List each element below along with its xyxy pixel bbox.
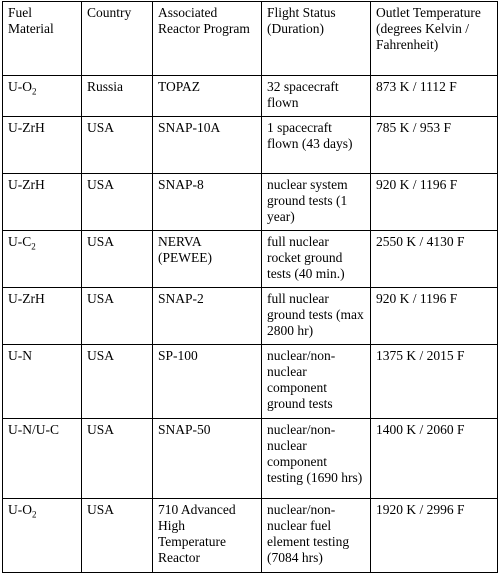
cell-flight-status: nuclear/non-nuclear component testing (1690 hrs)	[262, 419, 371, 499]
cell-fuel-material	[3, 174, 82, 231]
table-row	[3, 419, 498, 499]
cell-fuel-material	[3, 288, 82, 345]
fuel-formula-base: U-ZrH	[8, 177, 45, 192]
fuel-formula-base: U-N	[8, 348, 32, 363]
cell-reactor-program: NERVA (PEWEE)	[153, 231, 262, 288]
header-outlet-temperature: Outlet Temperature (degrees Kelvin / Fahrenheit)	[371, 2, 498, 76]
cell-flight-status: full nuclear rocket ground tests (40 min.)	[262, 231, 371, 288]
cell-country: Russia	[82, 76, 153, 117]
cell-country: USA	[82, 174, 153, 231]
cell-outlet-temperature: 785 K / 953 F	[371, 117, 498, 174]
cell-fuel-material	[3, 499, 82, 573]
cell-reactor-program: SNAP-50	[153, 419, 262, 499]
cell-reactor-program: SNAP-8	[153, 174, 262, 231]
table-row	[3, 76, 498, 117]
header-country: Country	[82, 2, 153, 76]
fuel-material-table	[2, 1, 498, 573]
table-row	[3, 288, 498, 345]
cell-country: USA	[82, 419, 153, 499]
fuel-formula-subscript: 2	[32, 509, 37, 520]
cell-flight-status: 1 spacecraft flown (43 days)	[262, 117, 371, 174]
cell-flight-status: full nuclear ground tests (max 2800 hr)	[262, 288, 371, 345]
fuel-formula-base: U-N/U-C	[8, 422, 59, 437]
table-row	[3, 499, 498, 573]
cell-outlet-temperature: 1375 K / 2015 F	[371, 345, 498, 419]
cell-fuel-material	[3, 419, 82, 499]
fuel-formula-subscript: 2	[32, 86, 37, 97]
header-reactor-program: Associated Reactor Program	[153, 2, 262, 76]
cell-country: USA	[82, 345, 153, 419]
cell-outlet-temperature: 920 K / 1196 F	[371, 174, 498, 231]
cell-fuel-material	[3, 117, 82, 174]
table-header-row	[3, 2, 498, 76]
cell-outlet-temperature: 873 K / 1112 F	[371, 76, 498, 117]
table-row	[3, 345, 498, 419]
cell-flight-status: nuclear/non-nuclear component ground tests	[262, 345, 371, 419]
cell-fuel-material	[3, 231, 82, 288]
cell-country: USA	[82, 499, 153, 573]
table-row	[3, 174, 498, 231]
table-row	[3, 117, 498, 174]
cell-reactor-program: SP-100	[153, 345, 262, 419]
cell-reactor-program: SNAP-2	[153, 288, 262, 345]
cell-flight-status: nuclear system ground tests (1 year)	[262, 174, 371, 231]
fuel-formula-base: U-O	[8, 79, 32, 94]
cell-reactor-program: 710 Advanced High Temperature Reactor	[153, 499, 262, 573]
cell-fuel-material	[3, 76, 82, 117]
table-row	[3, 231, 498, 288]
header-flight-status: Flight Status (Duration)	[262, 2, 371, 76]
cell-reactor-program: SNAP-10A	[153, 117, 262, 174]
header-fuel-material: Fuel Material	[3, 2, 82, 76]
fuel-formula-base: U-ZrH	[8, 120, 45, 135]
cell-country: USA	[82, 288, 153, 345]
cell-flight-status: 32 spacecraft flown	[262, 76, 371, 117]
fuel-formula-base: U-O	[8, 502, 32, 517]
table-body	[3, 76, 498, 573]
fuel-formula-base: U-ZrH	[8, 291, 45, 306]
cell-outlet-temperature: 920 K / 1196 F	[371, 288, 498, 345]
cell-fuel-material	[3, 345, 82, 419]
cell-flight-status: nuclear/non-nuclear fuel element testing (7084 hrs)	[262, 499, 371, 573]
fuel-formula-subscript: 2	[31, 241, 36, 252]
fuel-formula-base: U-C	[8, 234, 32, 249]
cell-reactor-program: TOPAZ	[153, 76, 262, 117]
cell-outlet-temperature: 1920 K / 2996 F	[371, 499, 498, 573]
cell-country: USA	[82, 117, 153, 174]
cell-outlet-temperature: 2550 K / 4130 F	[371, 231, 498, 288]
cell-outlet-temperature: 1400 K / 2060 F	[371, 419, 498, 499]
cell-country: USA	[82, 231, 153, 288]
